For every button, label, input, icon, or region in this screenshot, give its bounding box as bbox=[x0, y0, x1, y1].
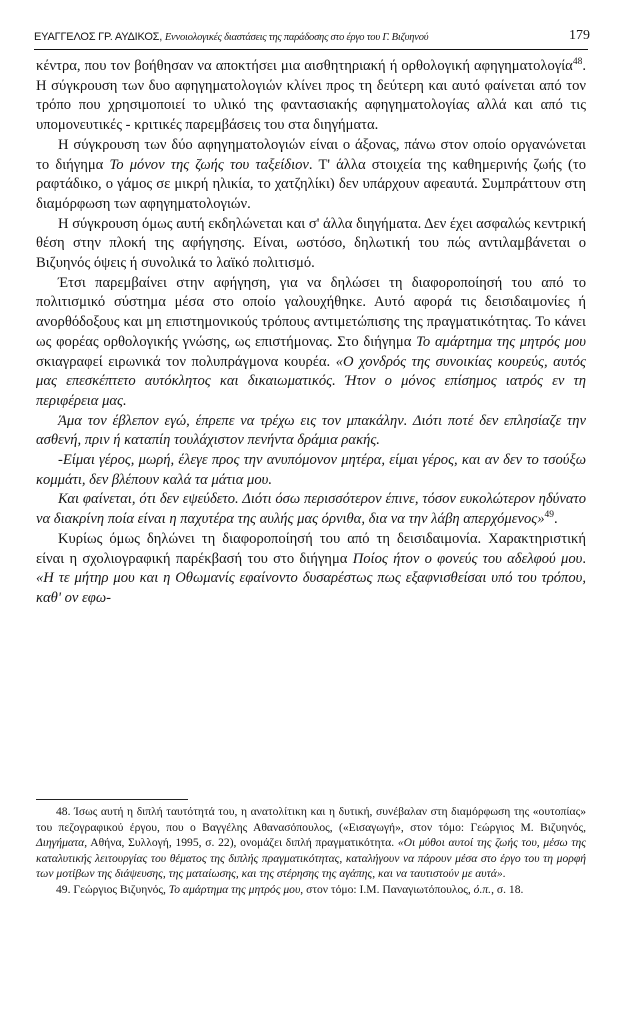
story-title-journey: Το μόνον της ζωής του ταξείδιον bbox=[109, 156, 309, 173]
page-number: 179 bbox=[569, 28, 590, 43]
paragraph-5-text-a: Κυρίως όμως δηλώνει τη διαφοροποίησή του από τη δεισιδαιμονία. Χαρακτηριστική είναι η σχολιογραφική παρέκβασή του στο διήγημα bbox=[36, 530, 586, 567]
paragraph-5 bbox=[36, 530, 586, 609]
paragraph-3: Η σύγκρουση όμως αυτή εκδηλώνεται και σ' άλλα διηγήματα. Δεν έχει ασφαλώς κεντρική θέση στην πλοκή της αφήγησης. Είναι, ωστόσο, δηλωτική του πώς αντιλαμβάνεται ο Βιζυηνός όψεις ή συνολικά το λαϊκό πολιτισμό. bbox=[36, 215, 586, 272]
quote-paragraph-1: Άμα τον έβλεπον εγώ, έπρεπε να τρέχω εις τον μπακάλην. Διότι ποτέ δεν επλησίαζε την ασθενή, πριν ή καταπίη τουλάχιστον πενήντα δράμια ρακής. bbox=[36, 412, 586, 449]
paragraph-2-text-a: Η σύγκρουση των δύο αφηγηματολογιών είναι ο άξονας, πάνω στον οποίο οργανώνεται το διήγημα bbox=[36, 136, 586, 173]
story-title-sin: Το αμάρτημα της μητρός μου bbox=[416, 333, 586, 350]
footnote-48-text-b: , Αθήνα, Συλλογή, 1995, σ. 22), ονομάζει διπλή πραγματικότητα. bbox=[84, 836, 398, 850]
footnote-49-text-a: 49. Γεώργιος Βιζυηνός, bbox=[56, 882, 169, 896]
quote-barber: «Ο χονδρός της συνοικίας κουρεύς, αυτός μας επεσκέπτετο αυτόκλητος και δικαιωματικός. Ήτον ο μόνος επίσημος ιατρός εν τη περιφέρεια μας. bbox=[36, 353, 586, 409]
paragraph-1 bbox=[36, 57, 586, 136]
footnote-49 bbox=[36, 882, 586, 898]
quote-paragraph-3 bbox=[36, 490, 586, 529]
footnote-48-quote: «Οι μύθοι αυτοί της ζωής του, μέσω της καταλυτικής λειτουργίας του θέματος της διπλής πραγματικότητας, καταλήγουν να πάρουν μέσα στο έργο του τη μορφή των μοτίβων της διάψευσης, της ματαίωσης, και της στέρησης της αγάπης, και να ταυτιστούν με αυτά» bbox=[36, 836, 586, 881]
footnote-49-end: , σ. 18. bbox=[491, 882, 524, 896]
quote-paragraph-3-end: . bbox=[554, 511, 558, 528]
paragraph-4-text-b: σκιαγραφεί ειρωνικά τον πολυπράγμονα κουρέα. bbox=[36, 353, 336, 370]
header-rule bbox=[34, 49, 588, 50]
footnote-ref-48: 48 bbox=[572, 57, 583, 67]
footnote-48 bbox=[36, 804, 586, 882]
footnote-49-text-b: , στον τόμο: Ι.Μ. Παναγιωτόπουλος, bbox=[300, 882, 474, 896]
paragraph-2 bbox=[36, 136, 586, 215]
footnotes bbox=[36, 804, 586, 898]
header-book-title: Εννοιολογικές διαστάσεις της παράδοσης στο έργο του Γ. Βιζυηνού bbox=[164, 32, 429, 43]
running-header bbox=[34, 28, 590, 50]
quote-paragraph-3-text: Και φαίνεται, ότι δεν εψεύδετο. Διότι όσω περισσότερον έπινε, τόσον ευκολώτερον ηδύνατο να διακρίνη ποία είναι η παχυτέρα της αυλής μας όρνιθα, δια να την λάβη απερχόμενος» bbox=[36, 491, 586, 528]
footnote-48-text-a: 48. Ίσως αυτή η διπλή ταυτότητά του, η ανατολίτικη και η δυτική, συνέβαλαν στη διαμόρφωση της «ουτοπίας» του πεζογραφικού έργου, που ο Βαγγέλης Αθανασόπουλος, («Εισαγωγή», στον τόμο: Γεώργιος Μ. Βιζυηνός, bbox=[36, 805, 586, 834]
header-author: ΕΥΑΓΓΕΛΟΣ ΓΡ. ΑΥΔΙΚΟΣ, bbox=[34, 31, 163, 43]
paragraph-2-text-b: . Τ' άλλα στοιχεία της καθημερινής ζωής (το ραφτάδικο, ο γάμος σε μικρή ηλικία, το χατζηλίκι) δεν υπάρχουν αφεαυτά. Συμπράττουν στη διαμόρφωση των αφηγηματολογιών. bbox=[36, 156, 586, 212]
paragraph-5-text-b: . bbox=[582, 550, 586, 567]
quote-mother: «Η τε μήτηρ μου και η Οθωμανίς εφαίνοντο δυσαρέστως πως εξαφνισθείσαι υπό του τρόπου, καθ' ον εφω- bbox=[36, 570, 586, 606]
paragraph-1-text-a: κέντρα, που τον βοήθησαν να αποκτήσει μια αισθητηριακή ή ορθολογική αφηγηματολογία bbox=[36, 58, 573, 74]
paragraph-1-text-b: . Η σύγκρουση των δυο αφηγηματολογιών κλίνει προς τη δεύτερη και αυτό φαίνεται από τον τρόπο που χρησιμοποιεί το υλικό της φαντασιακής αφηγηματολογίας αλλά και από τις υπομονευτικές - κριτικές παρεμβάσεις του στα διηγήματα. bbox=[36, 58, 586, 134]
story-title-murderer: Ποίος ήτον ο φονεύς του αδελφού μου bbox=[352, 550, 583, 567]
footnote-49-op-cit: ό.π. bbox=[473, 882, 492, 896]
footnote-48-book: Διηγήματα bbox=[36, 836, 85, 850]
footnote-48-end: . bbox=[502, 867, 506, 881]
footnote-49-title: Το αμάρτημα της μητρός μου bbox=[168, 882, 301, 896]
paragraph-4 bbox=[36, 274, 586, 412]
paragraph-4-text-a: Έτσι παρεμβαίνει στην αφήγηση, για να δηλώσει τη διαφοροποίησή του από το πολιτισμικό σύστημα μέσα στο οποίο γαλουχήθηκε. Αυτό αφορά τις δεισιδαιμονίες ή ανορθόδοξους και μη επιστημονικούς τρόπους αντιμετώπισης της πραγματικότητας. Το κάνει ως φορέας ορθολογικής γνώσης, ως επιστήμονας. Στο διήγημα bbox=[36, 274, 586, 350]
quote-paragraph-2: -Είμαι γέρος, μωρή, έλεγε προς την ανυπόμονον μητέρα, είμαι γέρος, και αν δεν το τσούξω κομμάτι, δεν βλέπουν καλά τα μάτια μου. bbox=[36, 452, 586, 488]
header-text bbox=[34, 31, 428, 43]
main-text bbox=[36, 57, 586, 609]
footnote-ref-49: 49 bbox=[544, 510, 555, 521]
footnote-rule bbox=[36, 799, 188, 800]
